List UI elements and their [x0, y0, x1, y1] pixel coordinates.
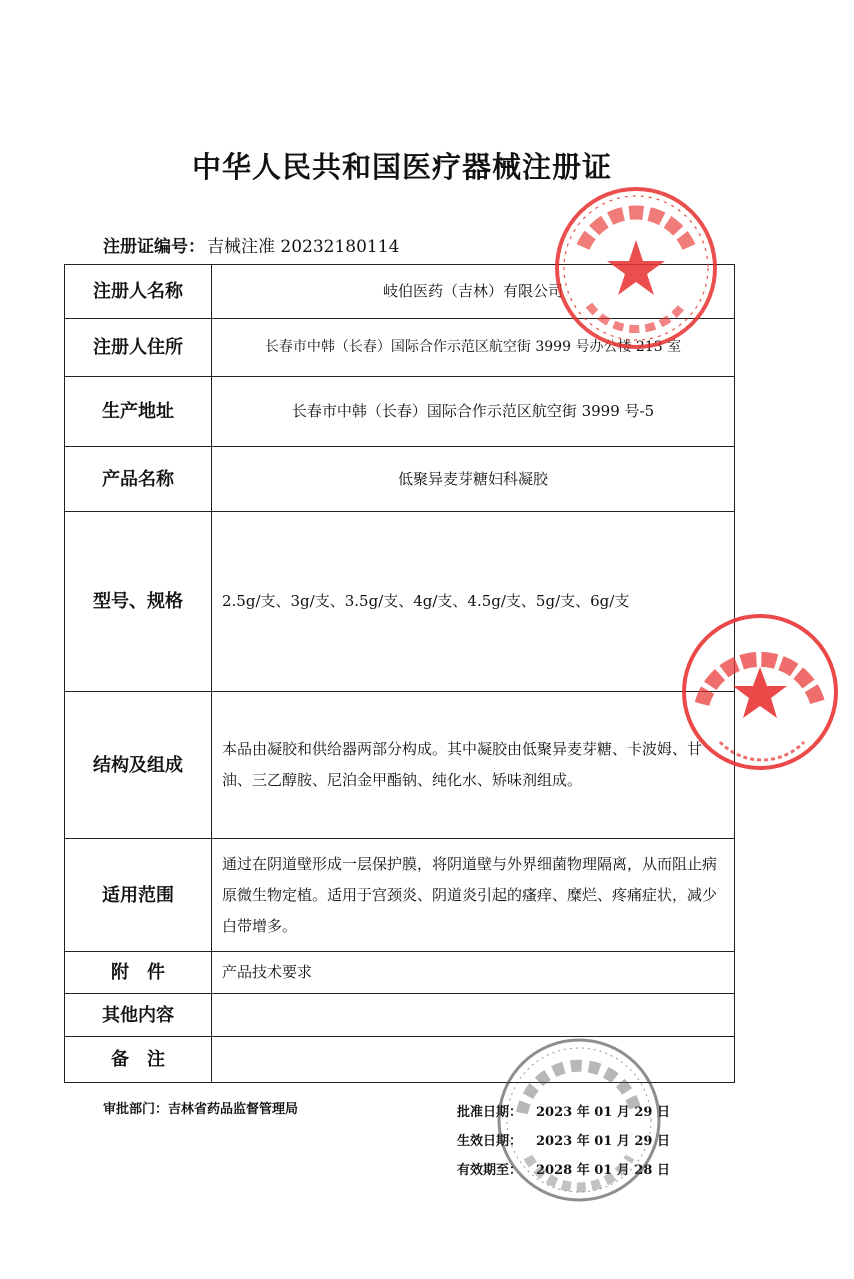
table-row — [65, 692, 735, 839]
company-seal-stamp — [553, 185, 719, 351]
attachment-label: 附 件 — [65, 952, 212, 994]
authority-name: 吉林省药品监督管理局 — [168, 1102, 299, 1117]
registrant-address-label: 注册人住所 — [65, 319, 212, 377]
model-spec-label: 型号、规格 — [65, 512, 212, 692]
table-row — [65, 512, 735, 692]
remarks-label: 备 注 — [65, 1037, 212, 1083]
approval-date-label: 批准日期： — [457, 1105, 523, 1120]
effective-date: 2023 年 01 月 29 日 — [536, 1134, 671, 1149]
approval-authority — [103, 1098, 298, 1117]
production-address-value: 长春市中韩（长春）国际合作示范区航空街 3999 号-5 — [212, 377, 735, 447]
expiry-date-label: 有效期至： — [457, 1163, 523, 1178]
authority-label: 审批部门： — [103, 1102, 169, 1117]
registrant-name-value: 岐伯医药（吉林）有限公司 — [212, 265, 735, 319]
model-spec-value: 2.5g/支、3g/支、3.5g/支、4g/支、4.5g/支、5g/支、6g/支 — [212, 512, 735, 692]
certificate-table — [64, 264, 735, 1083]
table-row — [65, 994, 735, 1037]
effective-date-label: 生效日期： — [457, 1134, 523, 1149]
other-content-label: 其他内容 — [65, 994, 212, 1037]
registration-number-line — [103, 232, 399, 257]
expiry-date: 2028 年 01 月 28 日 — [536, 1163, 671, 1178]
authority-seal-stamp — [494, 1035, 664, 1205]
table-row — [65, 447, 735, 512]
registration-number: 吉械注准 20232180114 — [207, 237, 400, 257]
structure-value: 本品由凝胶和供给器两部分构成。其中凝胶由低聚异麦芽糖、卡波姆、甘油、三乙醇胺、尼泊金甲酯钠、纯化水、矫味剂组成。 — [212, 692, 735, 839]
distributor-seal-stamp — [680, 612, 840, 772]
registrant-address-value: 长春市中韩（长春）国际合作示范区航空街 3999 号办公楼 213 室 — [212, 319, 735, 377]
scope-value: 通过在阴道壁形成一层保护膜，将阴道壁与外界细菌物理隔离，从而阻止病原微生物定植。适用于宫颈炎、阴道炎引起的瘙痒、糜烂、疼痛症状，减少白带增多。 — [212, 839, 735, 952]
product-name-value: 低聚异麦芽糖妇科凝胶 — [212, 447, 735, 512]
structure-label: 结构及组成 — [65, 692, 212, 839]
product-name-label: 产品名称 — [65, 447, 212, 512]
attachment-value: 产品技术要求 — [212, 952, 735, 994]
table-row — [65, 839, 735, 952]
production-address-label: 生产地址 — [65, 377, 212, 447]
registrant-name-label: 注册人名称 — [65, 265, 212, 319]
page-title: 中华人民共和国医疗器械注册证 — [191, 150, 612, 184]
approval-date: 2023 年 01 月 29 日 — [536, 1105, 671, 1120]
table-row — [65, 952, 735, 994]
registration-label: 注册证编号： — [103, 237, 205, 257]
table-row — [65, 377, 735, 447]
other-content-value — [212, 994, 735, 1037]
scope-label: 适用范围 — [65, 839, 212, 952]
